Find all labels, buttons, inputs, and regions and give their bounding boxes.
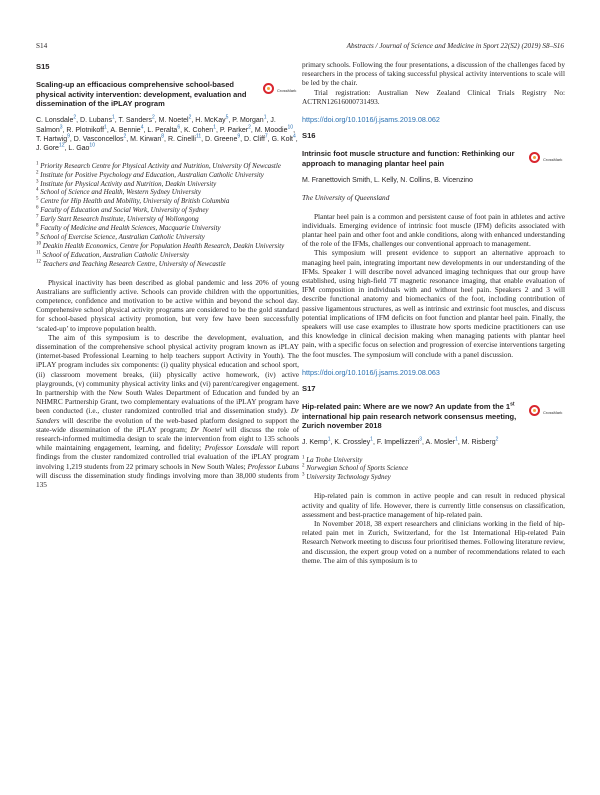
running-header (36, 42, 564, 54)
author-separator: , (69, 135, 74, 143)
author-name: F. Impellizzeri (376, 439, 420, 447)
affiliation-text: School of Exercise Science, Australian Catholic University (38, 232, 205, 241)
crossmark-icon (529, 152, 540, 163)
author-separator: , (228, 117, 233, 125)
affiliation (36, 215, 299, 224)
author-separator: , (154, 117, 159, 125)
text-run: Hip-related pain: Where are we now? An update from the 1 (302, 402, 511, 412)
journal-citation: Abstracts / Journal of Science and Medicine in Sport 22(S2) (2019) S8–S16 (346, 42, 564, 50)
author-separator: , (180, 126, 184, 134)
author-separator: , (293, 126, 296, 134)
abstract-title-block-s16 (302, 149, 565, 168)
text-run: will discuss the dissemination study findings involving more than 38,000 students from 135 (36, 470, 299, 490)
author-separator: , (266, 117, 271, 125)
author-list-s17 (302, 438, 565, 447)
affiliation-text: University Technology Sydney (304, 473, 391, 482)
abstract-body-s17 (302, 491, 565, 565)
left-column (36, 60, 299, 489)
author-separator: , (64, 145, 69, 153)
abstract-body-s15 (36, 278, 299, 490)
affiliation-number: 9 (36, 232, 39, 238)
affiliation-number: 11 (36, 250, 41, 256)
affiliation-number: 3 (302, 473, 305, 479)
author-name: A. Bennie (110, 126, 141, 134)
affiliation (302, 456, 565, 465)
crossmark-badge[interactable] (263, 82, 299, 98)
affiliation (36, 242, 299, 251)
speaker-name: Professor Lonsdale (204, 443, 264, 453)
author-name: D. Vasconcellos (73, 135, 124, 143)
affiliation-marker[interactable]: 2 (495, 436, 499, 443)
affiliation-marker[interactable]: 2 (73, 114, 77, 121)
paragraph: Hip-related pain is common in active people and can result in reduced physical activity and quality of life. However, there is currently little consensus on classification, assessment and best-practice management of hip-related pain. (302, 491, 565, 519)
affiliation-marker[interactable]: 1 (327, 436, 331, 443)
affiliation-marker[interactable]: 4 (140, 124, 144, 131)
text-run: international hip pain research network consensus meeting, Zurich november 2018 (302, 411, 517, 430)
paragraph (36, 333, 299, 489)
affiliation-number: 1 (302, 455, 305, 461)
affiliation-marker[interactable]: 9 (237, 133, 241, 140)
doi-link-s16[interactable]: https://doi.org/10.1016/j.jsams.2019.08.063 (302, 367, 440, 377)
affiliation-marker[interactable]: 6 (177, 124, 181, 131)
affiliation-text: Teachers and Teaching Research Centre, University of Newcastle (41, 259, 226, 268)
affiliation-number: 7 (36, 214, 39, 220)
affiliation-text: La Trobe University (304, 455, 363, 464)
crossmark-badge[interactable] (529, 151, 565, 167)
speaker-name: Professor Lubans (247, 461, 299, 471)
author-name: R. Plotnikoff (66, 126, 105, 134)
affiliation-marker[interactable]: 4 (292, 133, 296, 140)
affiliation-list-s17 (302, 456, 565, 483)
author-separator: , (164, 135, 168, 143)
affiliation-number: 5 (36, 197, 39, 203)
author-separator: , (250, 126, 255, 134)
affiliation-marker[interactable]: 5 (225, 114, 229, 121)
author-name: D. Greene (205, 135, 238, 143)
paragraph: Plantar heel pain is a common and persistent cause of foot pain in athletes and active individuals. Emerging evidence of intrinsic foot muscle (IFM) deficits associated with plantar heel pain and other foot and ankle conditions, along with enhanced understanding of the role of the IFMs, challenges our conventional approach to management. (302, 211, 565, 249)
author-name: M. Kirwan (130, 135, 162, 143)
text-run: will describe the evolution of the web-based platform designed to support the state-wide dissemination of the iPLAY program; (36, 415, 299, 434)
affiliation (36, 180, 299, 189)
author-separator: , (191, 117, 196, 125)
author-name: J. Salmon (36, 117, 276, 134)
doi-link-s15[interactable]: https://doi.org/10.1016/j.jsams.2019.08.062 (302, 115, 440, 125)
affiliation (302, 473, 565, 482)
author-separator: , (457, 439, 462, 447)
author-name: D. Lubans (80, 117, 112, 125)
abstract-code-s16: S16 (302, 131, 316, 141)
affiliation (36, 206, 299, 215)
affiliation-marker[interactable]: 10 (89, 142, 95, 149)
affiliation (36, 197, 299, 206)
affiliation-marker[interactable]: 9 (67, 133, 70, 140)
affiliation-marker[interactable]: 1 (263, 114, 267, 121)
author-name: M. Moodie (254, 126, 288, 134)
author-separator: , (295, 135, 298, 143)
author-separator: , (62, 126, 67, 134)
author-separator: , (372, 439, 377, 447)
paragraph: In November 2018, 38 expert researchers and clinicians working in the field of hip-related pain met in Zurich, Switzerland, for the 1st International Hip-related Pain Research Network meeting to discuss four prioritised themes. Following literature review, and discussion, the expert group voted on a number of recommendations related to each theme. The aim of this symposium is to (302, 518, 565, 565)
abstract-title-s17 (302, 402, 523, 430)
affiliation-text: Deakin Health Economics, Centre for Population Health Research, Deakin University (41, 241, 285, 250)
author-name: L. Gao (68, 145, 90, 153)
author-separator: , (143, 126, 148, 134)
author-name: K. Crossley (334, 439, 371, 447)
superscript: st (510, 401, 515, 408)
abstract-body-s15-continued (302, 60, 565, 106)
affiliation-text: Faculty of Education and Social Work, University of Sydney (38, 206, 209, 215)
speaker-name: Dr Sanders (36, 406, 299, 425)
affiliation-marker[interactable]: 1 (455, 436, 458, 443)
affiliation-marker[interactable]: 2 (188, 114, 192, 121)
affiliation-marker[interactable]: 12 (58, 142, 65, 149)
affiliation-marker[interactable]: 10 (287, 124, 294, 131)
author-name: T. Sanders (118, 117, 152, 125)
page-number: S14 (36, 42, 48, 50)
affiliation-text: Faculty of Medicine and Health Sciences, Macquarie University (38, 224, 221, 233)
affiliation (36, 224, 299, 233)
author-name: D. Cliff (244, 135, 265, 143)
abstract-code-s17: S17 (302, 384, 316, 394)
author-separator: , (106, 126, 111, 134)
affiliation-number: 10 (36, 241, 41, 247)
affiliation-marker[interactable]: 2 (248, 124, 251, 131)
author-name: M. Risberg (461, 439, 496, 447)
author-name: J. Kemp (302, 439, 328, 447)
affiliation-marker[interactable]: 3 (419, 436, 423, 443)
affiliation-number: 1 (36, 161, 39, 167)
author-separator: , (267, 135, 272, 143)
author-name: G. Kolt (271, 135, 293, 143)
affiliation-text: Priority Research Centre for Physical Activity and Nutrition, University Of Newcastle (38, 161, 281, 170)
abstract-code-s15: S15 (36, 62, 50, 71)
affiliation-number: 12 (36, 259, 41, 265)
affiliation-marker[interactable]: 1 (111, 114, 115, 121)
affiliation (36, 171, 299, 180)
author-list-s15 (36, 116, 299, 154)
crossmark-label: CrossMark (277, 88, 297, 94)
crossmark-label: CrossMark (543, 410, 563, 416)
affiliation (36, 260, 299, 269)
paragraph: primary schools. Following the four presentations, a discussion of the challenges faced by researchers in the process of taking successful physical activity interventions to scale will be led by the chair. (302, 60, 565, 88)
author-name: P. Parker (219, 126, 249, 134)
affiliation-number: 8 (36, 223, 39, 229)
author-separator: , (215, 126, 220, 134)
author-name: A. Mosler (425, 439, 456, 447)
affiliation-marker[interactable]: 1 (104, 124, 107, 131)
affiliation-number: 4 (36, 188, 39, 194)
author-name: H. McKay (195, 117, 226, 125)
affiliation-number: 2 (302, 464, 305, 470)
text-run: will report findings from the cluster randomized controlled trial evaluation of the iPLAY program involving 1,219 students from 22 primary schools in New South Wales; (36, 443, 299, 471)
affiliation-text: Institute for Physical Activity and Nutrition, Deakin University (38, 179, 217, 188)
author-separator: , (126, 135, 131, 143)
affiliation (36, 162, 299, 171)
crossmark-icon (529, 405, 540, 416)
trial-registration: Trial registration: Australian New Zealand Clinical Trials Registry No: ACTRN12616000731493. (302, 87, 565, 106)
paragraph: Physical inactivity has been described as global pandemic and less 20% of young Australians are sufficiently active. Schools can provide children with the opportunities, competence, confidence and motivation to be active within and beyond the school day. Comprehensive school physical activity programs are considered to be the gold standard for school-based physical activity promotion, but very few have been successfully ‘scaled-up’ to improve population health. (36, 277, 299, 333)
affiliation-marker[interactable]: 8 (161, 133, 165, 140)
affiliation-marker[interactable]: 2 (123, 133, 127, 140)
abstract-title-s15: Scaling-up an efficacious comprehensive school-based physical activity intervention: development, evaluation and dissemination of the iPLAY program (36, 80, 247, 108)
affiliation-text: Norwegian School of Sports Science (304, 464, 409, 473)
affiliation-number: 6 (36, 205, 39, 211)
affiliation-marker[interactable]: 1 (213, 124, 216, 131)
author-name: T. Hartwig (36, 135, 68, 143)
affiliation-s16: The University of Queensland (302, 193, 390, 203)
affiliation (36, 251, 299, 260)
abstract-title-block-s17 (302, 402, 565, 430)
text-run: The aim of this symposium is to describe the development, evaluation, and dissemination of the comprehensive school physical activity program known as iPLAY (internet-based Professional Learning to help teachers support Activity in Youth). The iPLAY program includes six components: (i) quality physical education and school sport, (ii) classroom movement breaks, (iii) physically active homework, (iv) active playgrounds, (v) community physical activity links and (vi) parent/caregiver engagement. In partnership with the New South Wales Department of Education and funded by an NHMRC Partnership Grant, two complementary evaluations of the iPLAY program have been conducted (i.e., cluster randomized controlled trial and dissemination study). (36, 332, 299, 416)
affiliation-text: School of Education, Australian Catholic University (40, 250, 190, 259)
author-name: C. Lonsdale (36, 117, 74, 125)
author-name: L. Peralta (147, 126, 178, 134)
author-name: J. Gore (36, 145, 59, 153)
affiliation-text: Institute for Positive Psychology and Education, Australian Catholic University (38, 170, 264, 179)
author-name: M. Noetel (158, 117, 189, 125)
author-separator: , (201, 135, 206, 143)
affiliation-marker[interactable]: 3 (59, 124, 63, 131)
crossmark-icon (263, 83, 274, 94)
crossmark-label: CrossMark (543, 157, 563, 163)
speaker-name: Dr Noetel (190, 424, 222, 434)
paragraph: This symposium will present evidence to support an alternative approach to managing heel pain, integrating important new developments in our understanding of the IFMs. Speaker 1 will describe novel advanced imaging techniques that our group have established, using high-field 7T magnetic resonance imaging, that enable evaluation of IFM composition in individuals with and without heel pain. Speakers 2 and 3 will describe functional anatomy and biomechanics of the foot, including contribution of passive ligamentous structures, as well as intrinsic and extrinsic foot muscles, and discuss potential implications of IFM deficits on foot function and plantar heel pain. Finally, the speakers will use case examples to illustrate how sports medicine practitioners can use this knowledge in clinical decision making when managing patients with plantar heel pain, with a specific focus on selection and progression of exercise interventions targeting the foot muscles. The symposium will conclude with a panel discussion. (302, 248, 565, 359)
affiliation-text: Centre for Hip Health and Mobility, University of British Columbia (38, 197, 230, 206)
affiliation-number: 3 (36, 179, 39, 185)
author-separator: , (76, 117, 81, 125)
author-name: R. Cinelli (167, 135, 196, 143)
affiliation-list-s15 (36, 162, 299, 269)
affiliation-marker[interactable]: 1 (370, 436, 373, 443)
affiliation-number: 2 (36, 170, 39, 176)
right-column (302, 60, 565, 565)
affiliation-marker[interactable]: 7 (264, 133, 268, 140)
affiliation-text: Early Start Research Institute, University of Wollongong (38, 215, 199, 224)
text-run: will discuss the role of research-informed multimedia design to scale the intervention from eight to 135 schools while maintaining engagement, learning, and fidelity; (36, 424, 299, 453)
abstract-title-s16: Intrinsic foot muscle structure and function: Rethinking our approach to managing plantar heel pain (302, 149, 515, 168)
affiliation (36, 188, 299, 197)
author-name: P. Morgan (232, 117, 264, 125)
affiliation (36, 233, 299, 242)
affiliation-marker[interactable]: 2 (151, 114, 155, 121)
abstract-title-block-s15 (36, 80, 299, 108)
affiliation-marker[interactable]: 11 (195, 133, 202, 140)
crossmark-badge[interactable] (529, 404, 565, 420)
abstract-body-s16 (302, 212, 565, 359)
author-name: K. Cohen (184, 126, 214, 134)
author-separator: , (422, 439, 426, 447)
author-separator: , (240, 135, 245, 143)
affiliation (302, 464, 565, 473)
affiliation-text: School of Science and Health, Western Sydney University (38, 188, 201, 197)
author-list-s16: M. Franettovich Smith, L. Kelly, N. Collins, B. Vicenzino (302, 177, 473, 185)
author-separator: , (114, 117, 119, 125)
author-separator: , (330, 439, 335, 447)
